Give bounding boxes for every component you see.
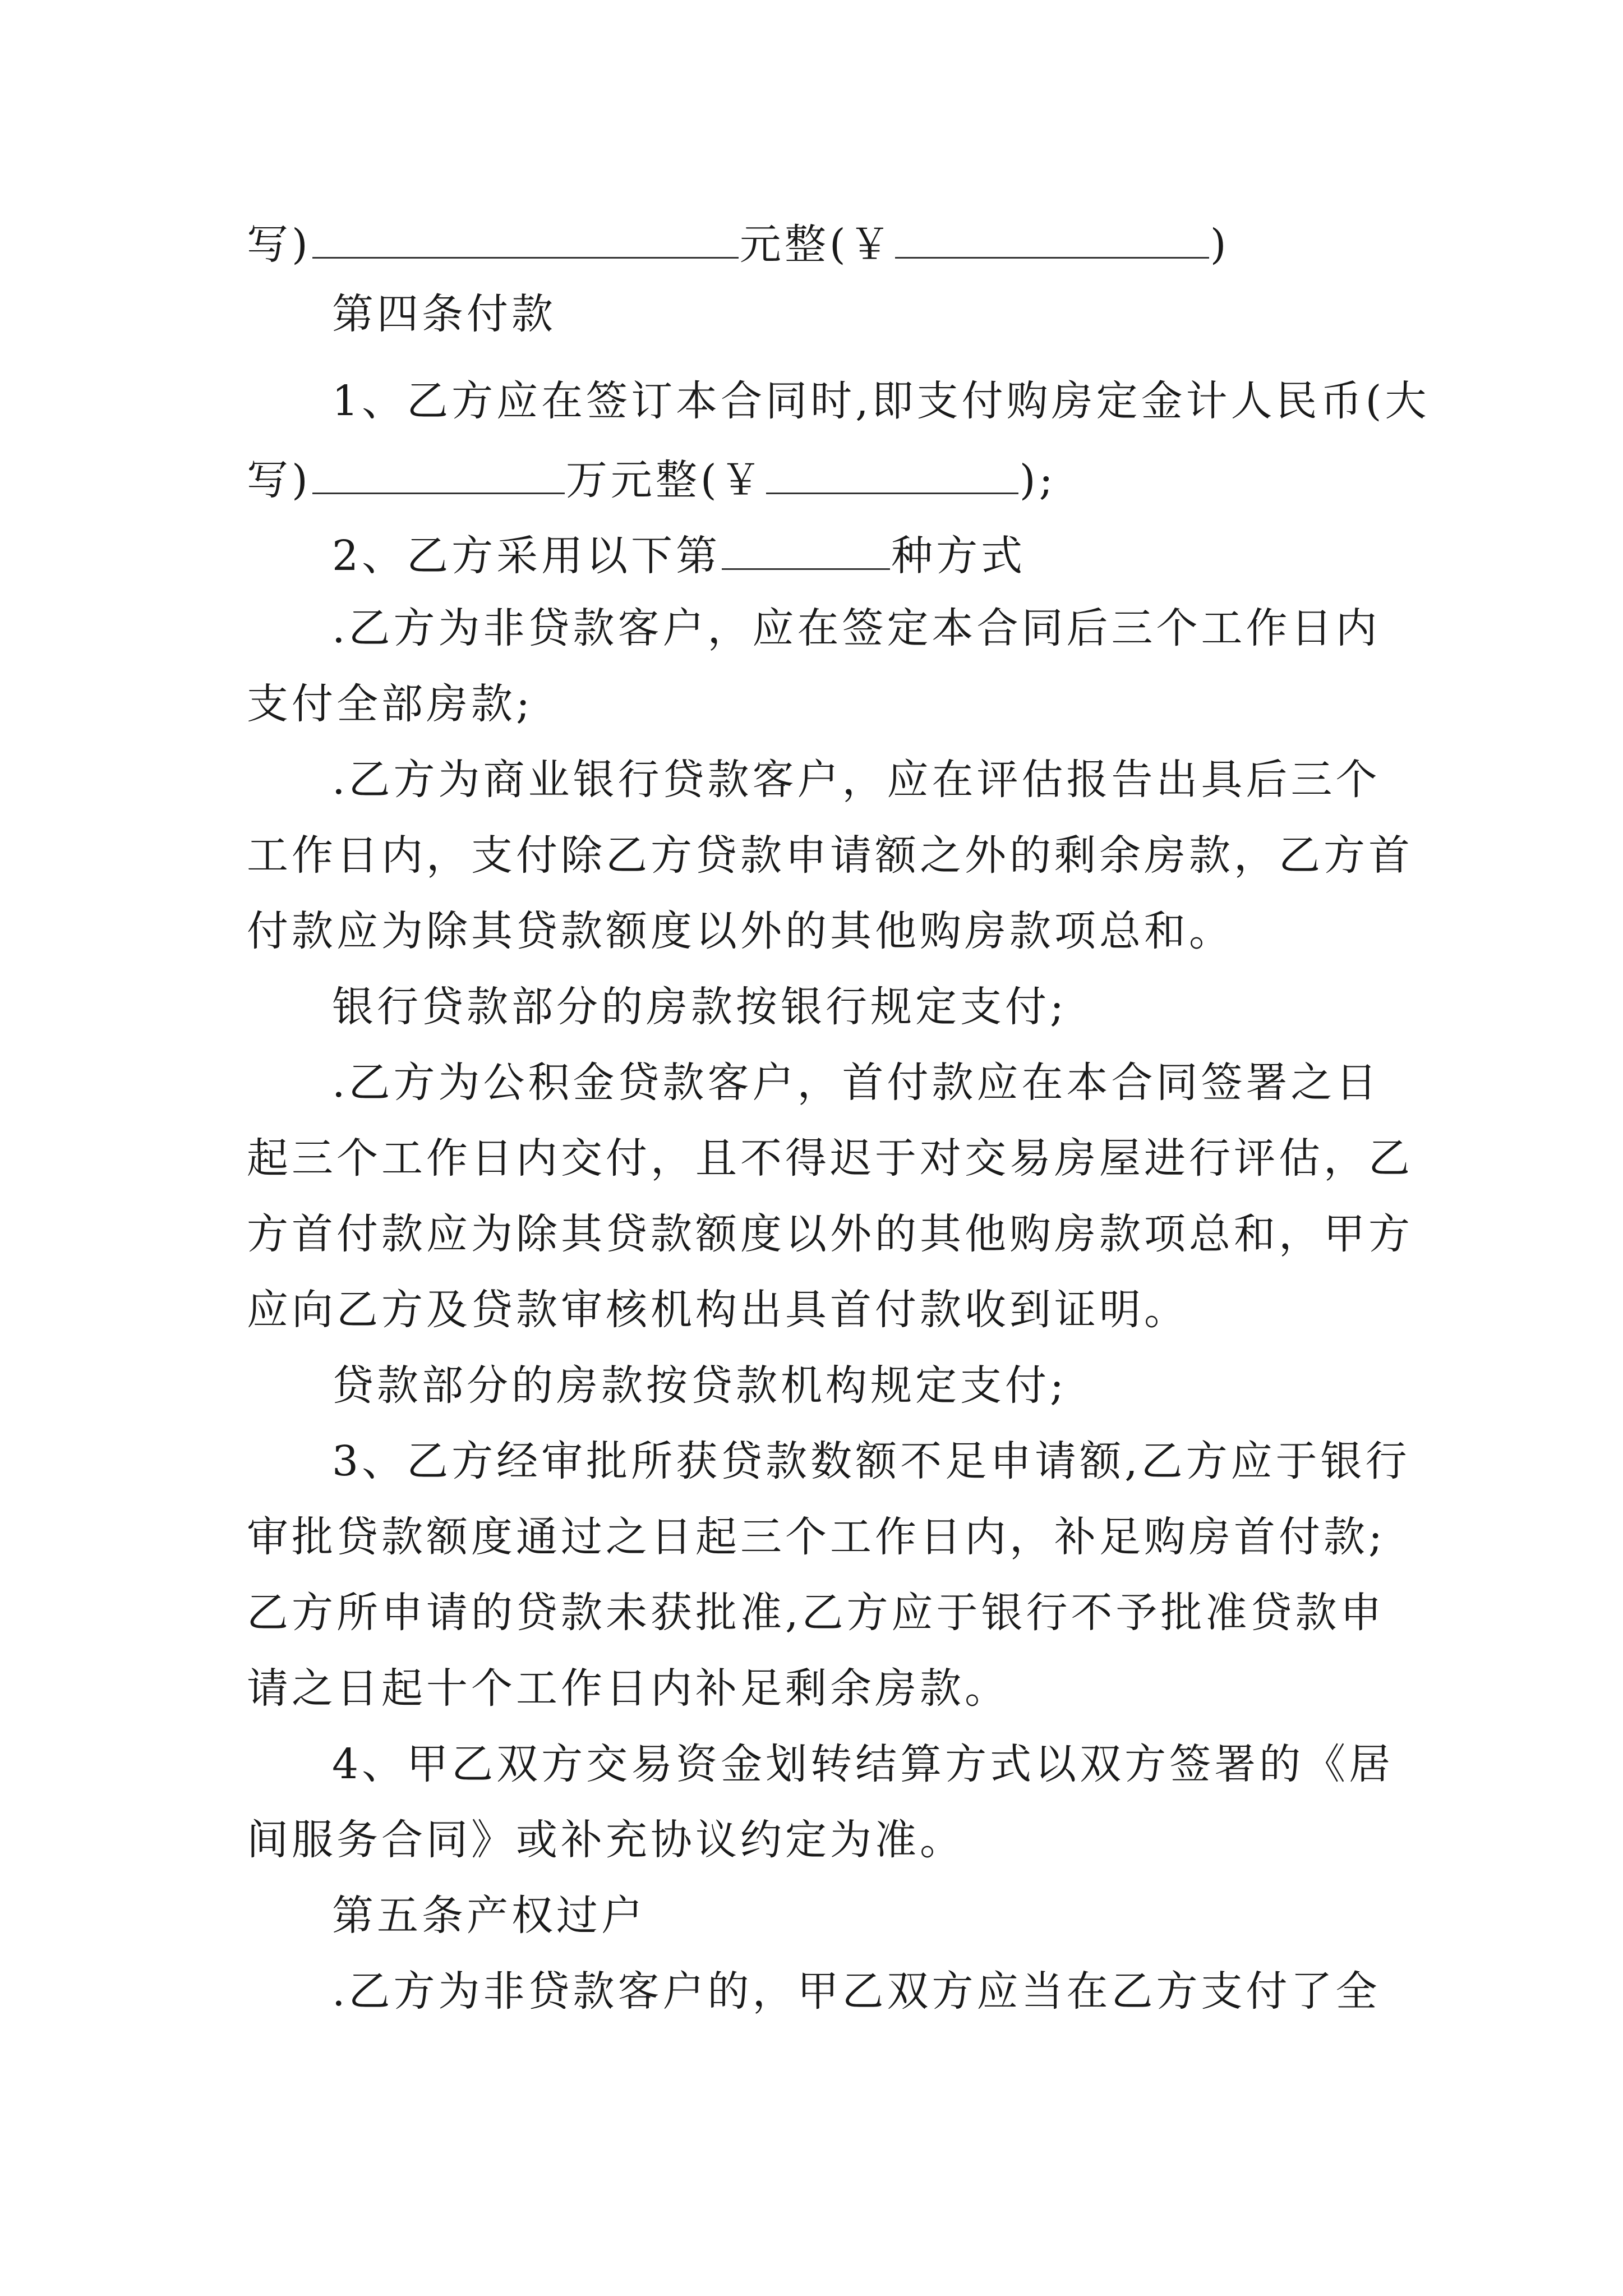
text-span: ) [1210,220,1230,269]
section-heading: 第五条产权过户 [332,1892,646,1940]
text-line: .乙方为非贷款客户，应在签定本合同后三个工作日内 [332,604,1381,652]
text-line: .乙方为非贷款客户的，甲乙双方应当在乙方支付了全 [332,1967,1381,2016]
text-line: 贷款部分的房款按贷款机构规定支付; [332,1361,1067,1410]
text-line [332,524,1380,581]
blank-field [312,449,565,494]
blank-field [722,524,890,570]
text-line: 间服务合同》或补充协议约定为准。 [247,1816,965,1864]
text-line: 4、甲乙双方交易资金划转结算方式以双方签署的《居 [332,1740,1394,1788]
text-span: 万元整(￥ [565,456,765,504]
text-line [247,213,1380,269]
text-line: 应向乙方及贷款审核机构出具首付款收到证明。 [247,1286,1189,1334]
blank-field [766,449,1018,494]
blank-field [895,213,1209,259]
text-line [247,449,1380,505]
text-span: 写) [247,220,311,269]
text-line: 支付全部房款; [247,680,533,728]
blank-field [312,213,739,259]
text-span: ); [1019,456,1057,504]
section-heading: 第四条付款 [332,290,556,338]
text-span: 写) [247,456,311,504]
text-span: 种方式 [891,532,1026,580]
text-span: 2、乙方采用以下第 [332,532,721,580]
text-line: 3、乙方经审批所获贷款数额不足申请额,乙方应于银行 [332,1437,1410,1485]
text-line: 方首付款应为除其贷款额度以外的其他购房款项总和，甲方 [247,1210,1413,1258]
text-line: 起三个工作日内交付，且不得迟于对交易房屋进行评估，乙 [247,1134,1413,1182]
text-line: 审批贷款额度通过之日起三个工作日内，补足购房首付款; [247,1513,1386,1561]
text-line: 银行贷款部分的房款按银行规定支付; [332,983,1067,1031]
text-line: 请之日起十个工作日内补足剩余房款。 [247,1664,1009,1713]
text-line: .乙方为公积金贷款客户，首付款应在本合同签署之日 [332,1059,1381,1107]
text-line: 付款应为除其贷款额度以外的其他购房款项总和。 [247,907,1234,955]
text-line: 工作日内，支付除乙方贷款申请额之外的剩余房款，乙方首 [247,831,1413,880]
text-line: 1、乙方应在签订本合同时,即支付购房定金计人民币(大 [332,377,1430,425]
text-line: .乙方为商业银行贷款客户，应在评估报告出具后三个 [332,756,1381,804]
text-line: 乙方所申请的贷款未获批准,乙方应于银行不予批准贷款申 [247,1589,1385,1637]
text-span: 元整(￥ [739,220,894,269]
